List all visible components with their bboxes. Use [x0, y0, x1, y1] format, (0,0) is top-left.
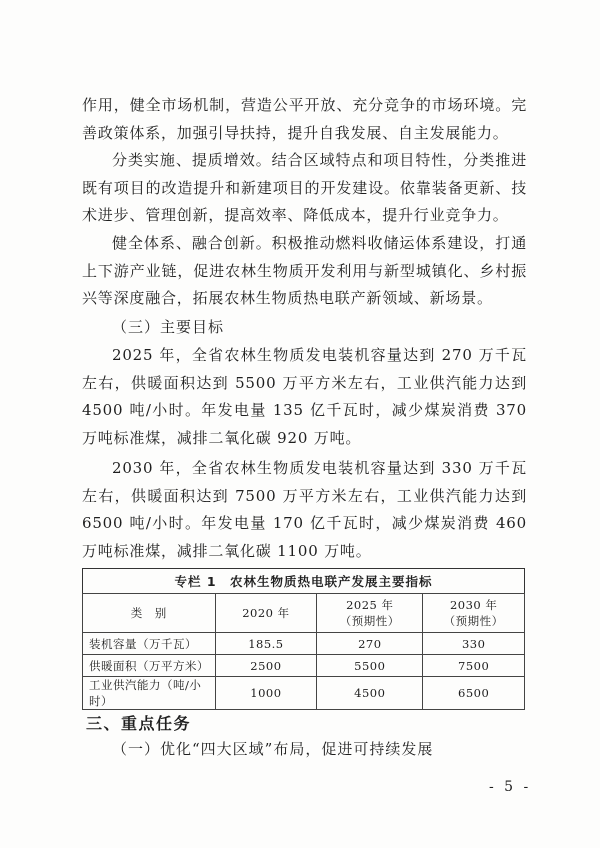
page-number: - 5 - [489, 779, 532, 795]
header-2025 [317, 594, 423, 633]
cell-2020: 1000 [215, 677, 317, 710]
table-row [83, 655, 525, 677]
paragraph-classified-implementation: 分类实施、提质增效。结合区域特点和项目特性，分类推进既有项目的改造提升和新建项目的开发建设。依靠装备更新、技术进步、管理创新，提高效率、降低成本，提升行业竞争力。 [82, 151, 527, 224]
header-2025-year: 2025 年 [346, 598, 394, 612]
indicator-table [82, 568, 525, 710]
cell-2020: 2500 [215, 655, 317, 677]
table-row [83, 677, 525, 710]
table-caption: 专栏 1 农林生物质热电联产发展主要指标 [82, 568, 525, 593]
table-header-row [83, 594, 525, 633]
header-2030-year: 2030 年 [449, 598, 498, 612]
header-category: 类 别 [83, 594, 216, 633]
table-row [83, 633, 525, 655]
header-2030-note: （预期性） [443, 614, 504, 628]
heading-main-goals: （三）主要目标 [112, 318, 225, 336]
cell-2020: 185.5 [215, 633, 317, 655]
cell-2025: 4500 [317, 677, 423, 710]
paragraph-goals-2025: 2025 年，全省农林生物质发电装机容量达到 270 万千瓦左右，供暖面积达到 5500 万平方米左右，工业供汽能力达到 4500 吨/小时。年发电量 135 亿千瓦时，减少煤炭消费 370 万吨标准煤，减排二氧化碳 920 万吨。 [82, 346, 527, 447]
row-label: 装机容量（万千瓦） [83, 633, 216, 655]
paragraph-system-integration: 健全体系、融合创新。积极推动燃料收储运体系建设，打通上下游产业链，促进农林生物质开发利用与新型城镇化、乡村振兴等深度融合，拓展农林生物质热电联产新领域、新场景。 [82, 234, 527, 307]
paragraph-market-mechanism: 作用，健全市场机制，营造公平开放、充分竞争的市场环境。完善政策体系，加强引导扶持，提升自我发展、自主发展能力。 [82, 96, 527, 142]
cell-2030: 6500 [423, 677, 525, 710]
header-2020: 2020 年 [215, 594, 317, 633]
subsection-title-layout: （一）优化“四大区域”布局，促进可持续发展 [112, 740, 434, 758]
header-2025-note: （预期性） [339, 614, 400, 628]
row-label: 工业供汽能力（吨/小时） [83, 677, 216, 710]
cell-2025: 270 [317, 633, 423, 655]
section-title-key-tasks: 三、重点任务 [86, 714, 192, 733]
header-2030 [423, 594, 525, 633]
paragraph-goals-2030: 2030 年，全省农林生物质发电装机容量达到 330 万千瓦左右，供暖面积达到 7500 万平方米左右，工业供汽能力达到 6500 吨/小时。年发电量 170 亿千瓦时，减少煤炭消费 460 万吨标准煤，减排二氧化碳 1100 万吨。 [82, 459, 527, 560]
cell-2030: 330 [423, 633, 525, 655]
cell-2025: 5500 [317, 655, 423, 677]
cell-2030: 7500 [423, 655, 525, 677]
row-label: 供暖面积（万平方米） [83, 655, 216, 677]
